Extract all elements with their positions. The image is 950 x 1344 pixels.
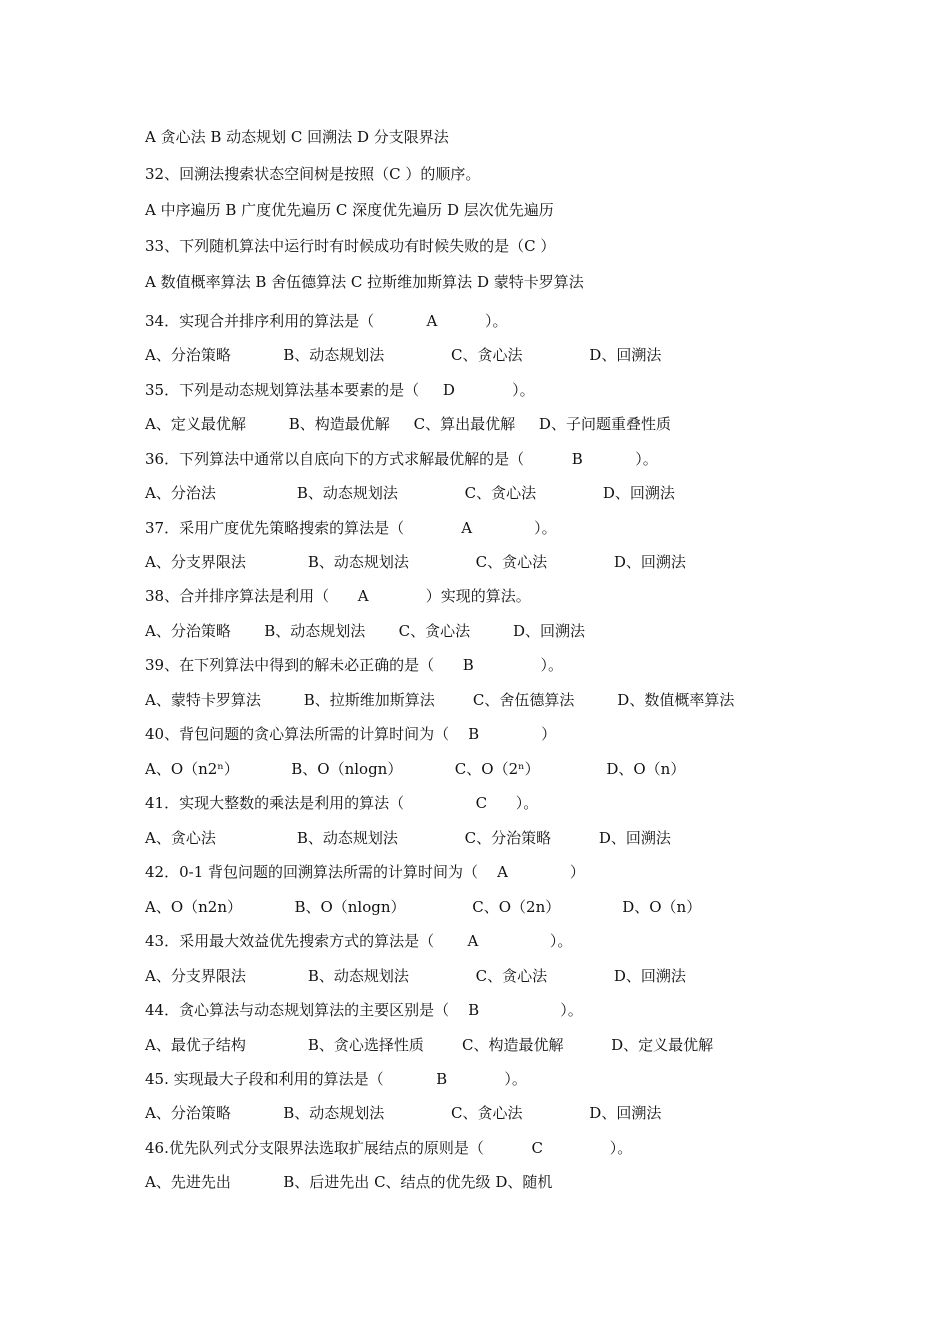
text-line: 32、回溯法搜索状态空间树是按照（C ）的顺序。 <box>145 165 481 183</box>
text-line: 37．采用广度优先策略搜索的算法是（ A ）。 <box>145 519 557 537</box>
text-line: A、定义最优解 B、构造最优解 C、算出最优解 D、子问题重叠性质 <box>145 415 671 433</box>
text-line: 42．0-1 背包问题的回溯算法所需的计算时间为（ A ） <box>145 863 585 881</box>
text-line: A、最优子结构 B、贪心选择性质 C、构造最优解 D、定义最优解 <box>145 1036 714 1054</box>
text-line: 36．下列算法中通常以自底向下的方式求解最优解的是（ B ）。 <box>145 450 658 468</box>
text-line: A、分治策略 B、动态规划法 C、贪心法 D、回溯法 <box>145 1104 662 1122</box>
text-line: A、分治法 B、动态规划法 C、贪心法 D、回溯法 <box>145 484 675 502</box>
text-line: A、O（n2ⁿ） B、O（nlogn） C、O（2ⁿ） D、O（n） <box>145 760 686 778</box>
text-line: 35．下列是动态规划算法基本要素的是（ D ）。 <box>145 381 535 399</box>
text-line: A 贪心法 B 动态规划 C 回溯法 D 分支限界法 <box>145 128 449 146</box>
text-line: A、分支界限法 B、动态规划法 C、贪心法 D、回溯法 <box>145 967 686 985</box>
text-line: 39、在下列算法中得到的解未必正确的是（ B ）。 <box>145 656 563 674</box>
text-line: A 数值概率算法 B 舍伍德算法 C 拉斯维加斯算法 D 蒙特卡罗算法 <box>145 273 584 291</box>
text-line: A 中序遍历 B 广度优先遍历 C 深度优先遍历 D 层次优先遍历 <box>145 201 554 219</box>
text-line: A、先进先出 B、后进先出 C、结点的优先级 D、随机 <box>145 1173 553 1191</box>
text-line: 34．实现合并排序利用的算法是（ A ）。 <box>145 312 508 330</box>
text-line: A、贪心法 B、动态规划法 C、分治策略 D、回溯法 <box>145 829 671 847</box>
text-line: A、蒙特卡罗算法 B、拉斯维加斯算法 C、舍伍德算法 D、数值概率算法 <box>145 691 735 709</box>
text-line: 38、合并排序算法是利用（ A ）实现的算法。 <box>145 587 531 605</box>
text-line: 43．采用最大效益优先搜索方式的算法是（ A ）。 <box>145 932 573 950</box>
text-line: 46.优先队列式分支限界法选取扩展结点的原则是（ C ）。 <box>145 1139 633 1157</box>
text-line: A、分支界限法 B、动态规划法 C、贪心法 D、回溯法 <box>145 553 686 571</box>
text-line: A、分治策略 B、动态规划法 C、贪心法 D、回溯法 <box>145 622 586 640</box>
text-line: 40、背包问题的贪心算法所需的计算时间为（ B ） <box>145 725 557 743</box>
text-line: 41．实现大整数的乘法是利用的算法（ C ）。 <box>145 794 539 812</box>
text-line: A、分治策略 B、动态规划法 C、贪心法 D、回溯法 <box>145 346 662 364</box>
text-line: A、O（n2n） B、O（nlogn） C、O（2n） D、O（n） <box>145 898 702 916</box>
text-line: 45. 实现最大子段和利用的算法是（ B ）。 <box>145 1070 527 1088</box>
text-line: 33、下列随机算法中运行时有时候成功有时候失败的是（C ） <box>145 237 556 255</box>
text-line: 44．贪心算法与动态规划算法的主要区别是（ B ）。 <box>145 1001 583 1019</box>
